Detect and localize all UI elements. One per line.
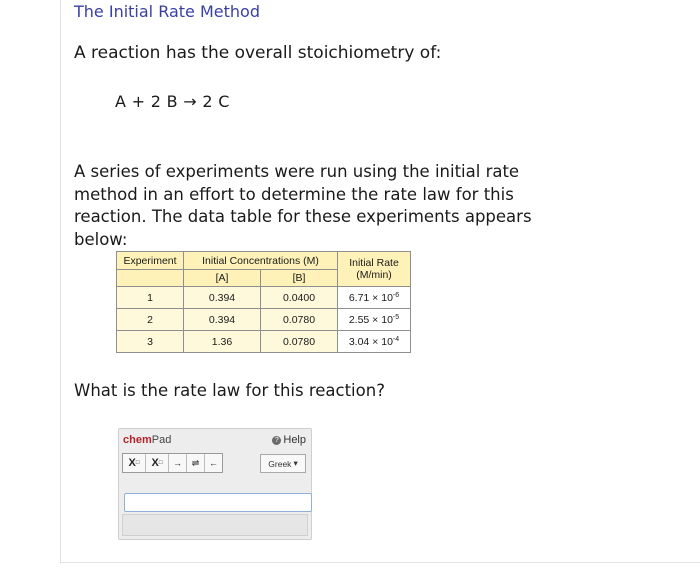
cell-experiment: 3 — [117, 331, 184, 353]
cell-a: 0.394 — [184, 309, 261, 331]
table-row — [117, 287, 411, 309]
chempad-toolbar — [122, 453, 223, 473]
superscript-glyph: X — [151, 457, 159, 469]
help-label: Help — [283, 434, 306, 446]
chempad-logo-chem: chem — [123, 434, 152, 446]
subscript-glyph: X — [128, 457, 136, 469]
chempad-logo — [123, 434, 171, 446]
rate-exponent: -5 — [392, 313, 400, 321]
rate-mantissa: 2.55 × 10 — [348, 313, 393, 326]
superscript-button[interactable] — [146, 454, 169, 472]
intro-text: A reaction has the overall stoichiometry of: — [74, 43, 442, 63]
help-button[interactable] — [272, 434, 306, 446]
rate-exponent: -4 — [392, 335, 400, 343]
header-initial-rate — [338, 252, 411, 287]
greek-dropdown[interactable] — [260, 454, 306, 473]
question-text: What is the rate law for this reaction? — [74, 381, 385, 400]
rate-mantissa: 3.04 × 10 — [348, 335, 393, 348]
header-experiment: Experiment — [117, 252, 184, 270]
page-title: The Initial Rate Method — [74, 2, 260, 21]
chempad-logo-pad: Pad — [151, 434, 172, 446]
header-b: [B] — [261, 270, 338, 287]
cell-experiment: 2 — [117, 309, 184, 331]
header-rate-title: Initial Rate — [349, 257, 399, 269]
reaction-arrow-button[interactable]: → — [169, 454, 187, 472]
answer-preview — [122, 514, 308, 536]
cell-a: 0.394 — [184, 287, 261, 309]
subscript-box-icon: □ — [135, 460, 140, 466]
header-rate-units: (M/min) — [356, 269, 392, 281]
table-row — [117, 331, 411, 353]
cell-b: 0.0780 — [261, 331, 338, 353]
equilibrium-arrow-button[interactable]: ⇌ — [187, 454, 205, 472]
cell-b: 0.0780 — [261, 309, 338, 331]
subscript-button[interactable] — [123, 454, 146, 472]
cell-rate — [338, 287, 411, 309]
header-a: [A] — [184, 270, 261, 287]
rate-mantissa: 6.71 × 10 — [348, 291, 393, 304]
header-blank — [117, 270, 184, 287]
cell-rate — [338, 331, 411, 353]
cell-rate — [338, 309, 411, 331]
greek-label: Greek — [268, 458, 292, 469]
help-icon: ? — [272, 436, 281, 445]
rate-data-table — [116, 251, 411, 353]
chempad-widget — [118, 428, 312, 540]
answer-input[interactable] — [124, 493, 312, 512]
cell-experiment: 1 — [117, 287, 184, 309]
rate-exponent: -6 — [392, 291, 400, 299]
superscript-box-icon: □ — [158, 460, 163, 466]
reaction-equation: A + 2 B → 2 C — [115, 92, 230, 111]
cell-a: 1.36 — [184, 331, 261, 353]
table-row — [117, 309, 411, 331]
cell-b: 0.0400 — [261, 287, 338, 309]
reverse-arrow-button[interactable]: ← — [209, 458, 218, 468]
chevron-down-icon: ▾ — [293, 458, 298, 468]
header-initial-concentrations: Initial Concentrations (M) — [184, 252, 338, 270]
description-text: A series of experiments were run using the initial rate method in an effort to determine the rate law for this reaction. The data table for these experiments appears below: — [74, 162, 532, 249]
